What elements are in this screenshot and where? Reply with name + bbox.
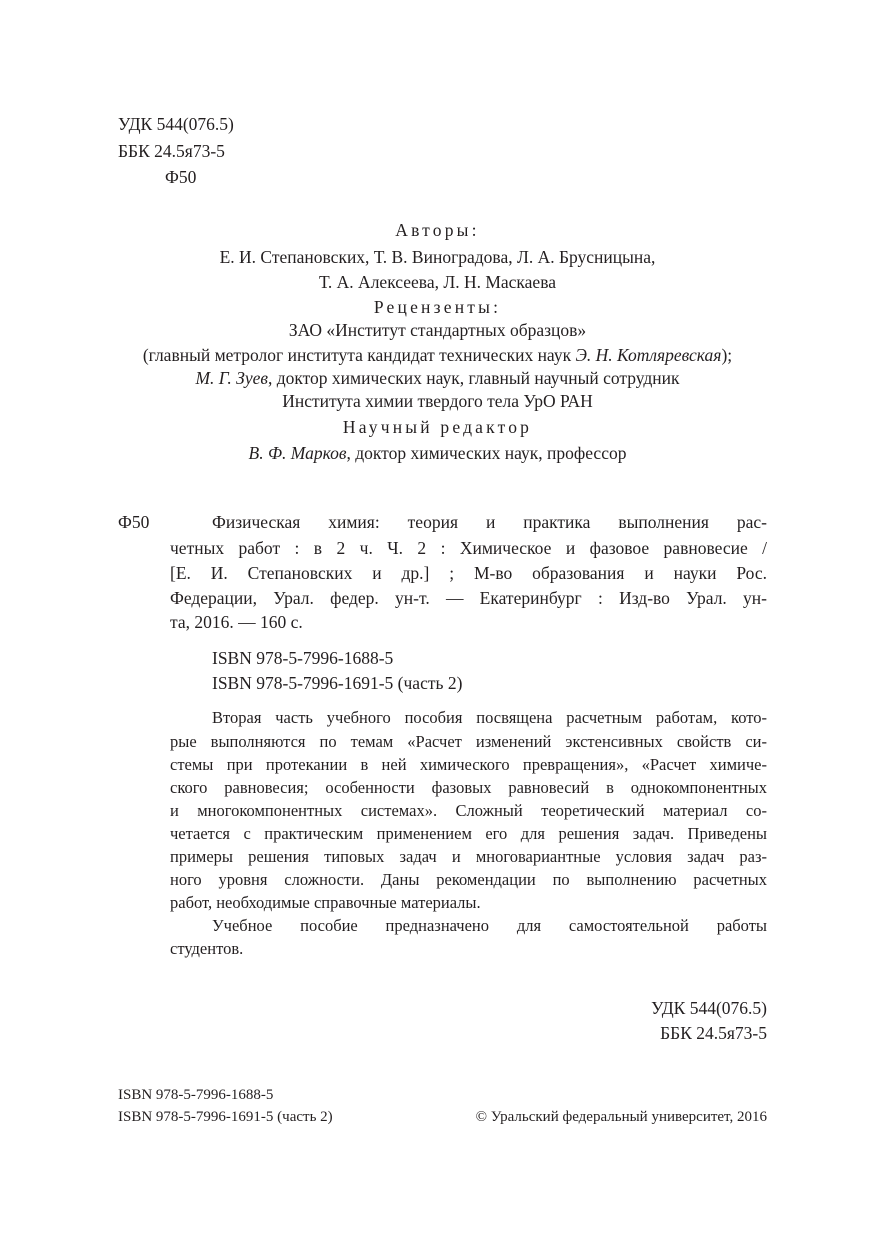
annotation-line-4: ского равновесия; особенности фазовых равновесий в однокомпонентных [170, 778, 767, 797]
bottom-isbn-1: ISBN 978-5-7996-1688-5 [118, 1087, 274, 1103]
bib-line-3: [Е. И. Степановских и др.] ; М-во образования и науки Рос. [170, 563, 767, 583]
annotation-p2-line-2: студентов. [170, 939, 244, 958]
editor-line: В. Ф. Марков, доктор химических наук, профессор [248, 443, 627, 463]
reviewer-org-detail: (главный метролог института кандидат технических наук Э. Н. Котляревская); [142, 345, 733, 365]
reviewers-label: Рецензенты: [373, 297, 502, 317]
reviewer-org-person: Э. Н. Котляревская [575, 345, 722, 365]
bib-isbn-1: ISBN 978-5-7996-1688-5 [212, 648, 394, 668]
authors-line-2: Т. А. Алексеева, Л. Н. Маскаева [318, 272, 557, 292]
reviewer-person-name: М. Г. Зуев [195, 368, 268, 388]
editor-label: Научный редактор [342, 417, 533, 437]
annotation-line-9: работ, необходимые справочные материалы. [170, 893, 481, 912]
authors-line-1: Е. И. Степановских, Т. В. Виноградова, Л. А. Брусницына, [219, 247, 656, 267]
bbk-code: ББК 24.5я73-5 [118, 141, 225, 161]
bib-line-2: четных работ : в 2 ч. Ч. 2 : Химическое и фазовое равновесие / [170, 538, 767, 558]
bib-line-5: та, 2016. — 160 с. [170, 612, 303, 632]
editor-name: В. Ф. Марков [248, 443, 347, 463]
annotation-line-5: и многокомпонентных системах». Сложный теоретический материал со- [170, 801, 767, 820]
reviewer-org: ЗАО «Институт стандартных образцов» [288, 320, 587, 340]
authors-label: Авторы: [395, 220, 480, 240]
bib-author-mark: Ф50 [118, 512, 150, 532]
bib-line-4: Федерации, Урал. федер. ун-т. — Екатеринбург : Изд-во Урал. ун- [170, 588, 767, 608]
annotation-line-6: четается с практическим применением его для решения задач. Приведены [170, 824, 767, 843]
copyright: © Уральский федеральный университет, 2016 [475, 1109, 767, 1125]
annotation-line-3: стемы при протекании в ней химического превращения», «Расчет химиче- [170, 755, 767, 774]
bottom-isbn-2: ISBN 978-5-7996-1691-5 (часть 2) [118, 1109, 333, 1125]
annotation-p2-line-1: Учебное пособие предназначено для самостоятельной работы [212, 916, 767, 935]
bib-isbn-2: ISBN 978-5-7996-1691-5 (часть 2) [212, 673, 463, 693]
footer-bbk: ББК 24.5я73-5 [660, 1023, 767, 1043]
annotation-line-1: Вторая часть учебного пособия посвящена расчетным работам, кото- [212, 708, 767, 727]
reviewer-institute: Института химии твердого тела УрО РАН [282, 391, 593, 411]
bib-line-1: Физическая химия: теория и практика выполнения рас- [212, 512, 767, 532]
reviewer-person: М. Г. Зуев, доктор химических наук, главный научный сотрудник [195, 368, 680, 388]
annotation-line-7: примеры решения типовых задач и многовариантные условия задач раз- [170, 847, 767, 866]
annotation-line-8: ного уровня сложности. Даны рекомендации по выполнению расчетных [170, 870, 767, 889]
annotation-line-2: рые выполняются по темам «Расчет изменений экстенсивных свойств си- [170, 732, 767, 751]
udk-code: УДК 544(076.5) [118, 114, 234, 134]
author-mark: Ф50 [165, 167, 197, 187]
footer-udk: УДК 544(076.5) [651, 998, 767, 1018]
